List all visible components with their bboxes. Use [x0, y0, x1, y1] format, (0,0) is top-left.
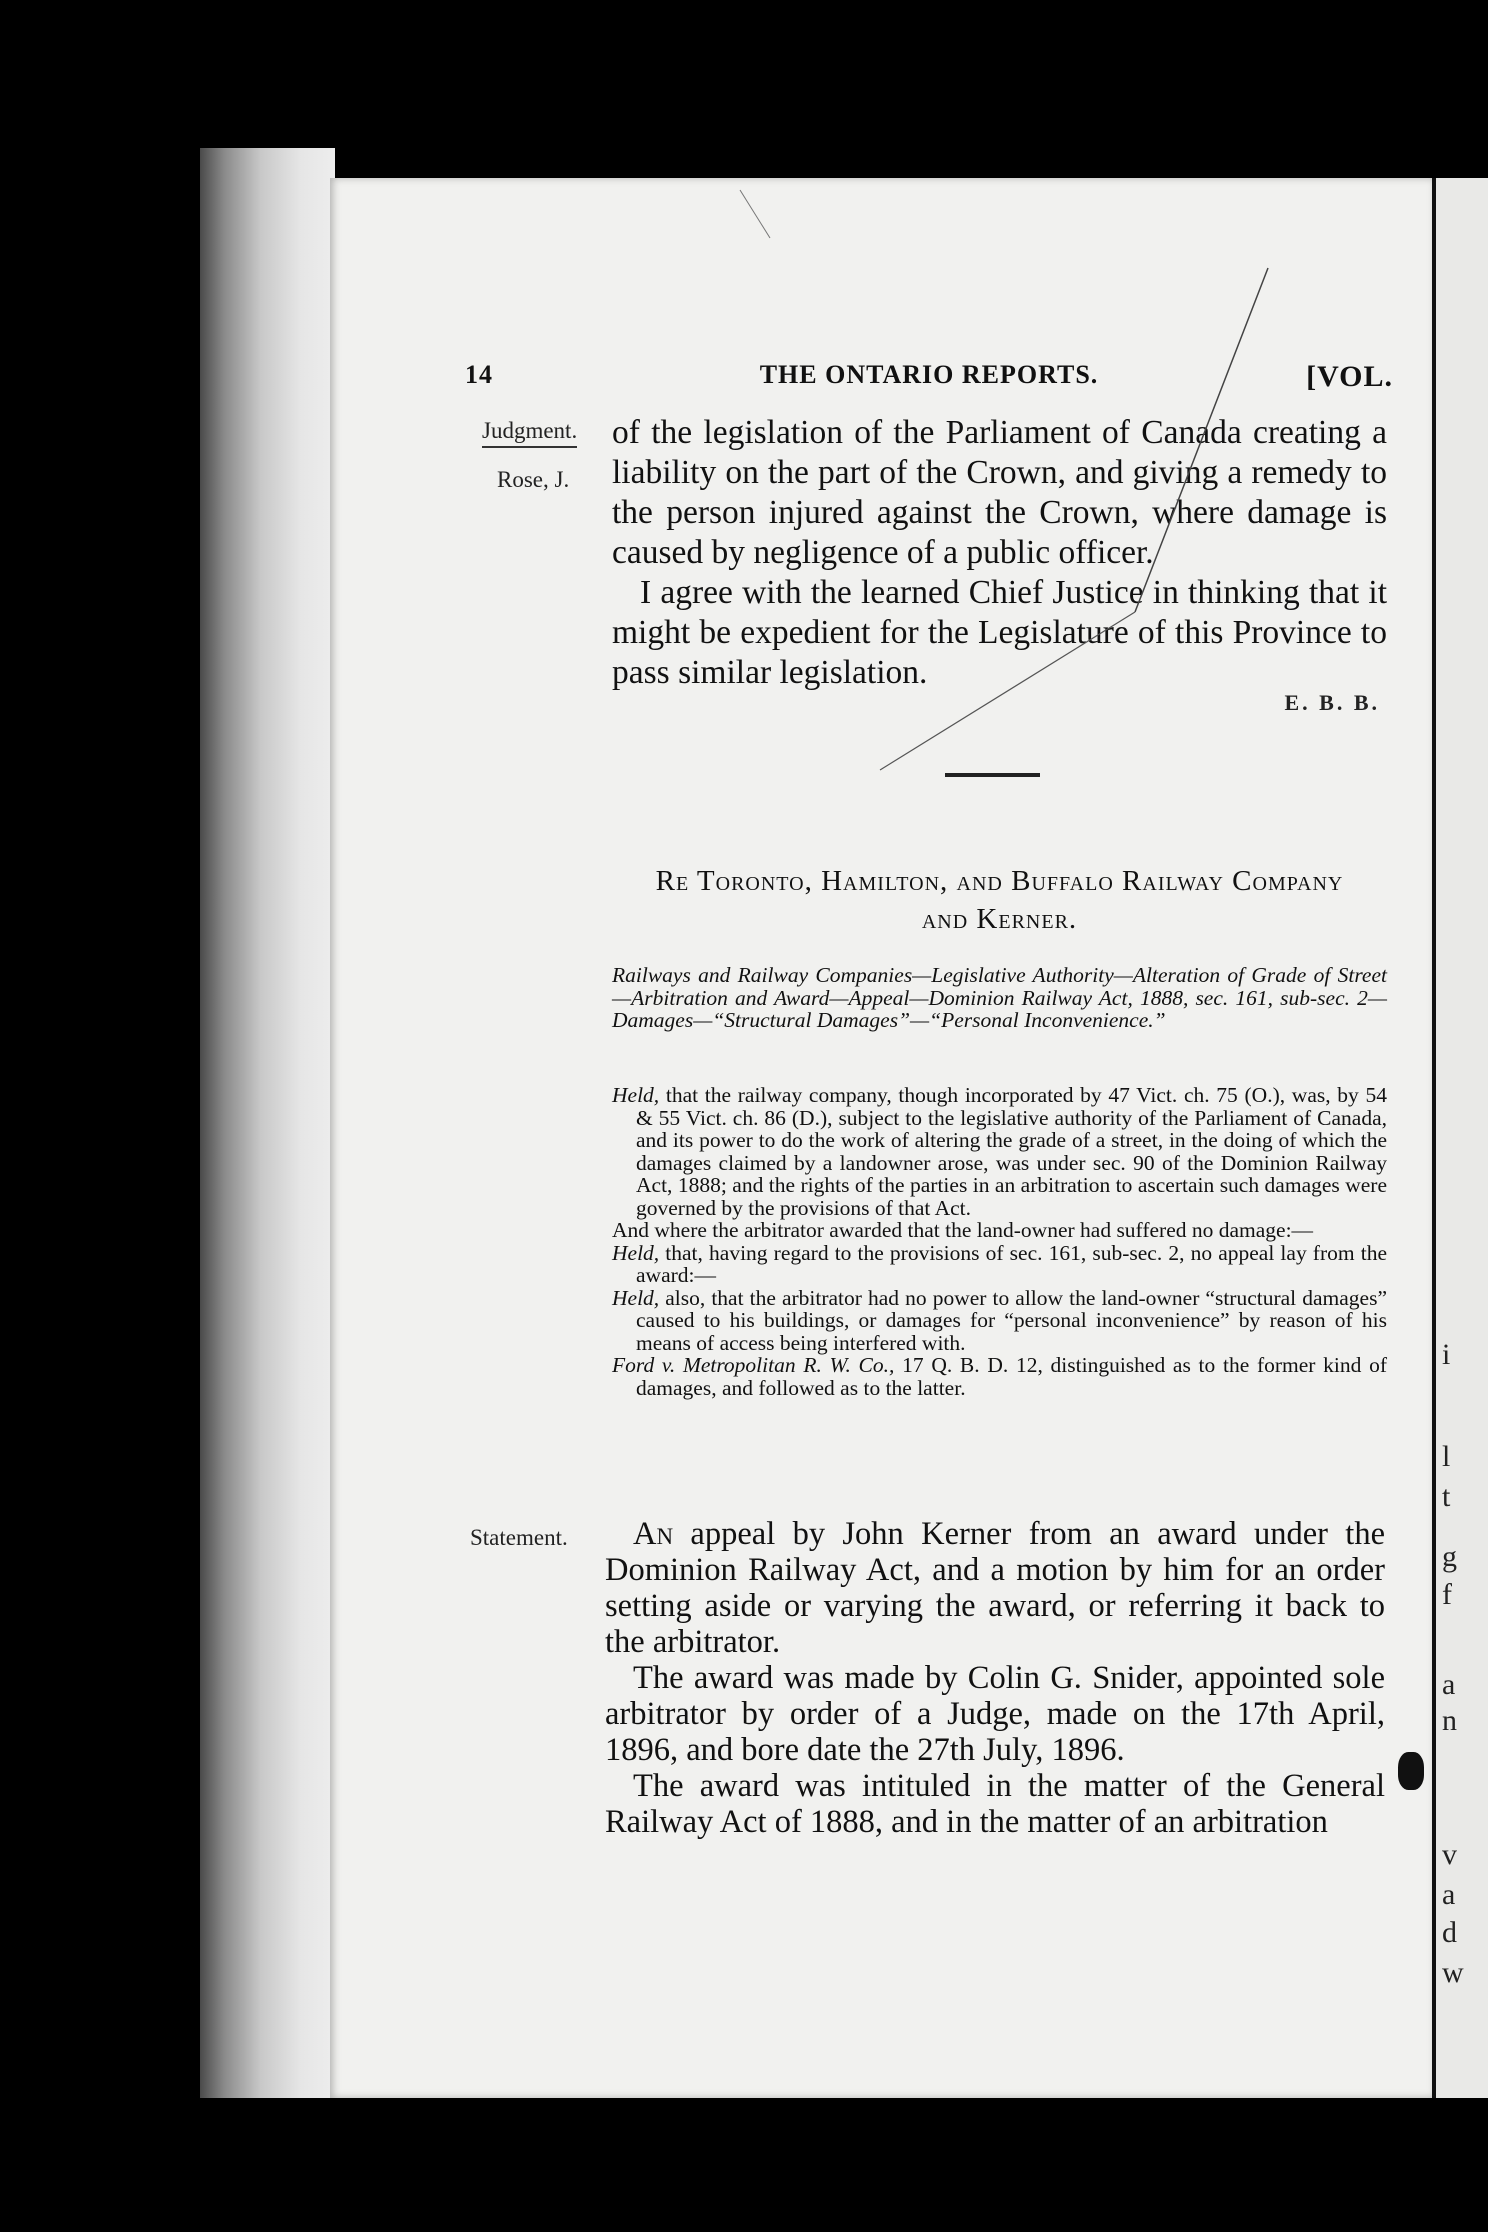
- holding-lead: Ford v. Metropolitan R. W. Co.,: [612, 1353, 895, 1377]
- volume-marker: [VOL.: [1306, 360, 1393, 393]
- margin-note-judge: Rose, J.: [497, 467, 570, 492]
- facing-page-letter: a: [1442, 1878, 1456, 1911]
- case-title-line: Re Toronto, Hamilton, and Buffalo Railway Company: [655, 865, 1344, 897]
- judgment-paragraph: of the legislation of the Parliament of Canada creating a liability on the part of the Crown, and giving a remedy to the person injured against the Crown, where damage is caused by negligence of a public officer.: [612, 414, 1387, 571]
- judgment-paragraph: I agree with the learned Chief Justice in thinking that it might be expedient for the Legislature of this Province to pass similar legislation.: [612, 574, 1387, 691]
- holding-text: 17 Q. B. D. 12, distinguished as to the former kind of damages, and followed as to the latter.: [636, 1353, 1388, 1400]
- pencil-stroke: [740, 190, 770, 238]
- facing-page-letter: w: [1442, 1956, 1464, 1989]
- statement-paragraph: The award was made by Colin G. Snider, appointed sole arbitrator by order of a Judge, made on the 17th April, 1896, and bore date the 27th July, 1896.: [605, 1660, 1385, 1768]
- facing-page-letter: d: [1442, 1916, 1457, 1949]
- facing-page-letter: f: [1442, 1578, 1452, 1611]
- statement-paragraph: The award was intituled in the matter of the General Railway Act of 1888, and in the matter of an arbitration: [605, 1768, 1385, 1840]
- facing-page-letter: v: [1442, 1838, 1457, 1871]
- holding-lead: Held,: [612, 1083, 660, 1107]
- statement-lead: An: [633, 1516, 674, 1552]
- facing-page-letter: g: [1442, 1540, 1457, 1573]
- margin-note-judgment: Judgment.: [482, 418, 577, 448]
- holding-text: also, that the arbitrator had no power to allow the land-owner “structural damages” caused to his buildings, or damages for “personal inconvenience” by reason of his means of access being interfered with.: [636, 1285, 1387, 1355]
- page-number: 14: [465, 360, 493, 389]
- facing-page-letter: i: [1442, 1338, 1451, 1371]
- reporter-initials: E. B. B.: [1284, 690, 1380, 715]
- holding-text: And where the arbitrator awarded that the land-owner had suffered no damage:—: [612, 1218, 1314, 1242]
- headnote: Railways and Railway Companies—Legislative Authority—Alteration of Grade of Street—Arbitration and Award—Appeal—Dominion Railway Act, 1888, sec. 161, sub-sec. 2—Damages—“Structural Damages”—“Personal Inconvenience.”: [612, 963, 1387, 1032]
- pencil-stroke: [1135, 268, 1268, 612]
- running-title: THE ONTARIO REPORTS.: [759, 360, 1099, 389]
- facing-page-letter: t: [1442, 1480, 1451, 1513]
- holding-lead: Held,: [612, 1240, 660, 1265]
- facing-page-letter: l: [1442, 1440, 1451, 1473]
- holding-text: that the railway company, though incorporated by 47 Vict. ch. 75 (O.), was, by 54 & 55 Vict. ch. 86 (D.), subject to the legislative authority of the Parliament of Canada, and its power to do the work of altering the grade of a street, in the doing of which the damages claimed by a landowner arose, was under sec. 90 of the Dominion Railway Act, 1888; and the rights of the parties in an arbitration to ascertain such damages were governed by the provisions of that Act.: [636, 1083, 1387, 1220]
- statement-body: appeal by John Kerner from an award under the Dominion Railway Act, and a motion by him for an order setting aside or varying the award, or referring it back to the arbitrator.: [605, 1516, 1385, 1660]
- holding-lead: Held,: [612, 1285, 660, 1310]
- facing-page-letter: n: [1442, 1704, 1457, 1737]
- facing-page-letter: a: [1442, 1668, 1456, 1701]
- pencil-stroke: [880, 612, 1135, 770]
- holding-text: that, having regard to the provisions of sec. 161, sub-sec. 2, no appeal lay from the award:—: [636, 1240, 1387, 1287]
- margin-note-statement: Statement.: [470, 1525, 568, 1550]
- case-title-line: and Kerner.: [921, 903, 1078, 935]
